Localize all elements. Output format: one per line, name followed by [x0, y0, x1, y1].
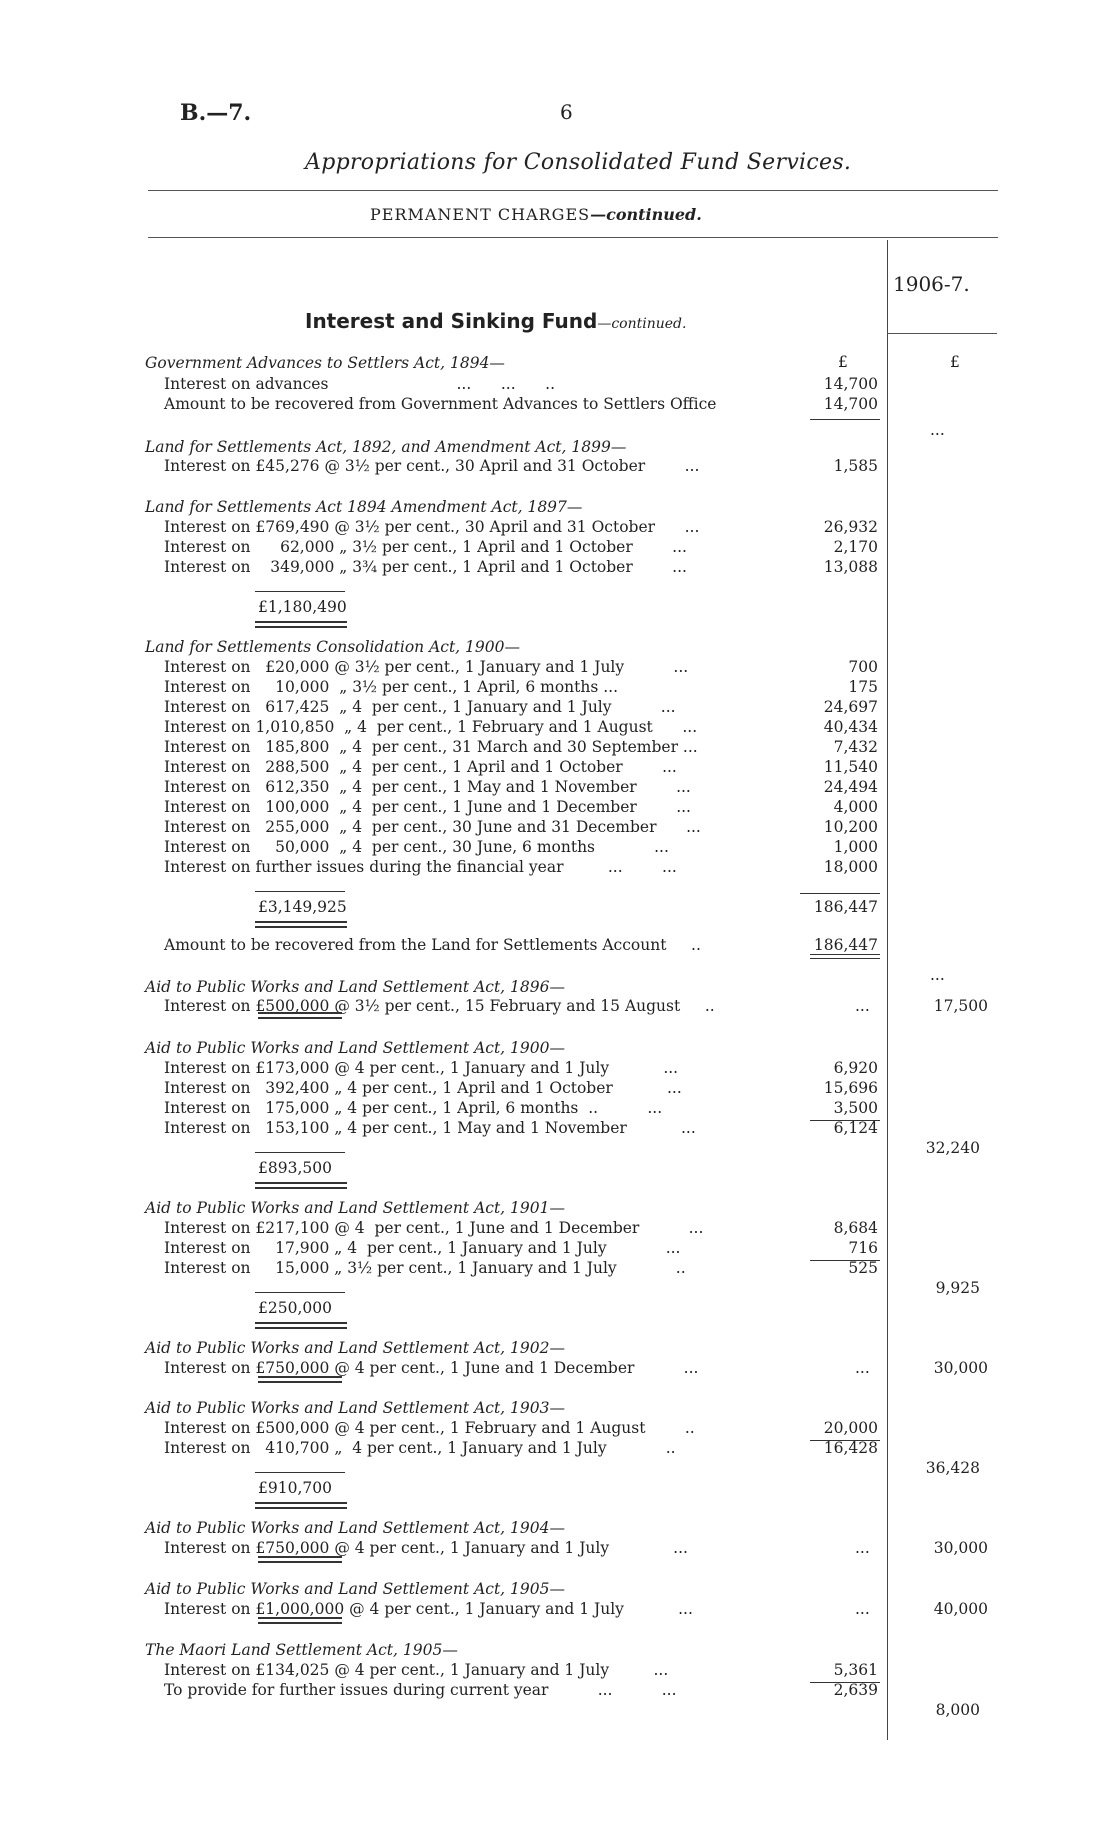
line-item-text: To provide for further issues during current year ... ...	[164, 1681, 677, 1699]
amount-column-rule	[810, 1260, 880, 1261]
section-subtitle	[370, 205, 702, 224]
line-item-amount: 10,200	[823, 818, 878, 836]
line-item-amount: 24,494	[823, 778, 878, 796]
line-item-amount: 40,434	[823, 718, 878, 736]
line-item-amount: 6,920	[833, 1059, 878, 1077]
section-heading	[305, 309, 686, 333]
year-column-divider	[887, 240, 888, 1740]
line-item-text: Interest on 15,000 „ 3½ per cent., 1 January and 1 July ..	[164, 1259, 686, 1277]
line-item-text: Interest on 62,000 „ 3½ per cent., 1 April and 1 October ...	[164, 538, 687, 556]
year-currency-symbol: £	[950, 353, 960, 371]
line-item-text: Interest on £769,490 @ 3½ per cent., 30 April and 31 October ...	[164, 518, 700, 536]
act-heading: Land for Settlements Act 1894 Amendment Act, 1897—	[145, 498, 583, 516]
line-item-amount: 4,000	[833, 798, 878, 816]
act-heading: Government Advances to Settlers Act, 1894—	[145, 354, 505, 372]
line-item-text: Interest on 17,900 „ 4 per cent., 1 January and 1 July ...	[164, 1239, 681, 1257]
principal-total: £3,149,925	[258, 898, 347, 916]
amount-column-rule	[810, 954, 880, 955]
line-item-text: Interest on 410,700 „ 4 per cent., 1 January and 1 July ..	[164, 1439, 676, 1457]
line-item-text: Interest on advances ... ... ..	[164, 375, 556, 393]
year-column-heading: 1906-7.	[893, 272, 970, 296]
year-total-amount: 32,240	[925, 1139, 980, 1157]
principal-double-rule	[255, 1322, 347, 1329]
line-item-text: Interest on 288,500 „ 4 per cent., 1 April and 1 October ...	[164, 758, 677, 776]
act-heading: The Maori Land Settlement Act, 1905—	[145, 1641, 458, 1659]
line-item-text: Amount to be recovered from the Land for Settlements Account ..	[164, 936, 701, 954]
ellipsis-placeholder: ...	[930, 966, 945, 984]
line-item-amount: 2,639	[833, 1681, 878, 1699]
line-item-text: Interest on £134,025 @ 4 per cent., 1 January and 1 July ...	[164, 1661, 669, 1679]
section-double-rule	[258, 1556, 342, 1563]
section-double-rule	[258, 1012, 342, 1019]
year-total-amount: 30,000	[933, 1359, 988, 1377]
subtitle-suffix: —continued.	[590, 205, 702, 224]
line-item-amount: 13,088	[823, 558, 878, 576]
amount-column-rule	[810, 419, 880, 420]
page-number: 6	[560, 100, 573, 124]
line-item-amount: 26,932	[823, 518, 878, 536]
line-item-text: Interest on 392,400 „ 4 per cent., 1 April and 1 October ...	[164, 1079, 682, 1097]
line-item-text: Interest on 617,425 „ 4 per cent., 1 January and 1 July ...	[164, 698, 676, 716]
line-item-text: Interest on £173,000 @ 4 per cent., 1 January and 1 July ...	[164, 1059, 679, 1077]
principal-rule	[255, 1292, 345, 1293]
principal-rule	[255, 891, 345, 892]
line-item-text: Amount to be recovered from Government Advances to Settlers Office	[164, 395, 717, 413]
line-item-amount: 8,684	[833, 1219, 878, 1237]
line-item-text: Interest on £750,000 @ 4 per cent., 1 January and 1 July ...	[164, 1539, 688, 1557]
year-heading-rule	[887, 333, 997, 334]
year-total-amount: 36,428	[925, 1459, 980, 1477]
ellipsis-placeholder: ...	[855, 1539, 870, 1557]
line-item-amount: 16,428	[823, 1439, 878, 1457]
line-item-text: Interest on 100,000 „ 4 per cent., 1 June and 1 December ...	[164, 798, 691, 816]
act-heading: Aid to Public Works and Land Settlement Act, 1905—	[145, 1580, 565, 1598]
line-item-text: Interest on £217,100 @ 4 per cent., 1 June and 1 December ...	[164, 1219, 704, 1237]
line-item-amount: 11,540	[823, 758, 878, 776]
line-item-amount: 18,000	[823, 858, 878, 876]
title-rule	[148, 190, 998, 191]
document-reference: B.—7.	[180, 100, 252, 126]
line-item-text: Interest on 153,100 „ 4 per cent., 1 May and 1 November ...	[164, 1119, 696, 1137]
principal-total: £910,700	[258, 1479, 332, 1497]
page-title: Appropriations for Consolidated Fund Services.	[305, 150, 852, 175]
line-item-amount: 1,585	[833, 457, 878, 475]
principal-double-rule	[255, 1502, 347, 1509]
act-heading: Aid to Public Works and Land Settlement Act, 1904—	[145, 1519, 565, 1537]
act-heading: Aid to Public Works and Land Settlement Act, 1896—	[145, 978, 565, 996]
line-item-amount: 6,124	[833, 1119, 878, 1137]
line-item-amount: 2,170	[833, 538, 878, 556]
line-item-amount: 20,000	[823, 1419, 878, 1437]
line-item-amount: 5,361	[833, 1661, 878, 1679]
line-item-text: Interest on £750,000 @ 4 per cent., 1 June and 1 December ...	[164, 1359, 699, 1377]
section-double-rule	[258, 1617, 342, 1624]
subtitle-rule	[148, 237, 998, 238]
line-item-text: Interest on further issues during the financial year ... ...	[164, 858, 677, 876]
line-item-text: Interest on £500,000 @ 4 per cent., 1 February and 1 August ..	[164, 1419, 695, 1437]
amount-column-rule	[810, 1440, 880, 1441]
line-item-amount: 3,500	[833, 1099, 878, 1117]
line-item-amount: 700	[848, 658, 878, 676]
act-heading: Land for Settlements Act, 1892, and Amendment Act, 1899—	[145, 438, 627, 456]
line-item-text: Interest on 50,000 „ 4 per cent., 30 June, 6 months ...	[164, 838, 669, 856]
year-total-amount: 30,000	[933, 1539, 988, 1557]
subtotal-amount: 186,447	[813, 898, 878, 916]
amount-column-rule	[810, 958, 880, 959]
principal-total: £250,000	[258, 1299, 332, 1317]
amount-currency-symbol: £	[838, 353, 848, 371]
ellipsis-placeholder: ...	[930, 421, 945, 439]
principal-total: £893,500	[258, 1159, 332, 1177]
line-item-amount: 525	[848, 1259, 878, 1277]
subtotal-rule	[800, 893, 880, 894]
act-heading: Aid to Public Works and Land Settlement Act, 1902—	[145, 1339, 565, 1357]
line-item-amount: 186,447	[813, 936, 878, 954]
line-item-amount: 15,696	[823, 1079, 878, 1097]
act-heading: Land for Settlements Consolidation Act, 1900—	[145, 638, 520, 656]
year-total-amount: 8,000	[935, 1701, 980, 1719]
line-item-text: Interest on £45,276 @ 3½ per cent., 30 April and 31 October ...	[164, 457, 700, 475]
principal-total: £1,180,490	[258, 598, 347, 616]
line-item-text: Interest on 10,000 „ 3½ per cent., 1 April, 6 months ...	[164, 678, 619, 696]
principal-rule	[255, 591, 345, 592]
line-item-amount: 1,000	[833, 838, 878, 856]
amount-column-rule	[810, 1120, 880, 1121]
line-item-text: Interest on 1,010,850 „ 4 per cent., 1 February and 1 August ...	[164, 718, 698, 736]
line-item-amount: 7,432	[833, 738, 878, 756]
subtitle-text: PERMANENT CHARGES	[370, 205, 591, 224]
act-heading: Aid to Public Works and Land Settlement Act, 1903—	[145, 1399, 565, 1417]
ellipsis-placeholder: ...	[855, 1359, 870, 1377]
ellipsis-placeholder: ...	[855, 1600, 870, 1618]
line-item-text: Interest on 185,800 „ 4 per cent., 31 March and 30 September ...	[164, 738, 698, 756]
principal-double-rule	[255, 1182, 347, 1189]
section-heading-text: Interest and Sinking Fund	[305, 309, 598, 333]
line-item-amount: 24,697	[823, 698, 878, 716]
principal-rule	[255, 1472, 345, 1473]
line-item-text: Interest on 349,000 „ 3¾ per cent., 1 April and 1 October ...	[164, 558, 687, 576]
line-item-amount: 14,700	[823, 375, 878, 393]
principal-double-rule	[255, 621, 347, 628]
principal-rule	[255, 1152, 345, 1153]
year-total-amount: 40,000	[933, 1600, 988, 1618]
section-heading-suffix: —continued.	[597, 316, 687, 332]
year-total-amount: 9,925	[935, 1279, 980, 1297]
line-item-text: Interest on £1,000,000 @ 4 per cent., 1 January and 1 July ...	[164, 1600, 693, 1618]
amount-column-rule	[810, 1682, 880, 1683]
line-item-text: Interest on 175,000 „ 4 per cent., 1 April, 6 months .. ...	[164, 1099, 663, 1117]
section-double-rule	[258, 1376, 342, 1383]
year-total-amount: 17,500	[933, 997, 988, 1015]
act-heading: Aid to Public Works and Land Settlement Act, 1900—	[145, 1039, 565, 1057]
line-item-amount: 175	[848, 678, 878, 696]
act-heading: Aid to Public Works and Land Settlement Act, 1901—	[145, 1199, 565, 1217]
line-item-text: Interest on 255,000 „ 4 per cent., 30 June and 31 December ...	[164, 818, 701, 836]
line-item-amount: 14,700	[823, 395, 878, 413]
line-item-text: Interest on £500,000 @ 3½ per cent., 15 February and 15 August ..	[164, 997, 715, 1015]
line-item-text: Interest on £20,000 @ 3½ per cent., 1 January and 1 July ...	[164, 658, 689, 676]
principal-double-rule	[255, 921, 347, 928]
line-item-text: Interest on 612,350 „ 4 per cent., 1 May and 1 November ...	[164, 778, 691, 796]
line-item-amount: 716	[848, 1239, 878, 1257]
ellipsis-placeholder: ...	[855, 997, 870, 1015]
